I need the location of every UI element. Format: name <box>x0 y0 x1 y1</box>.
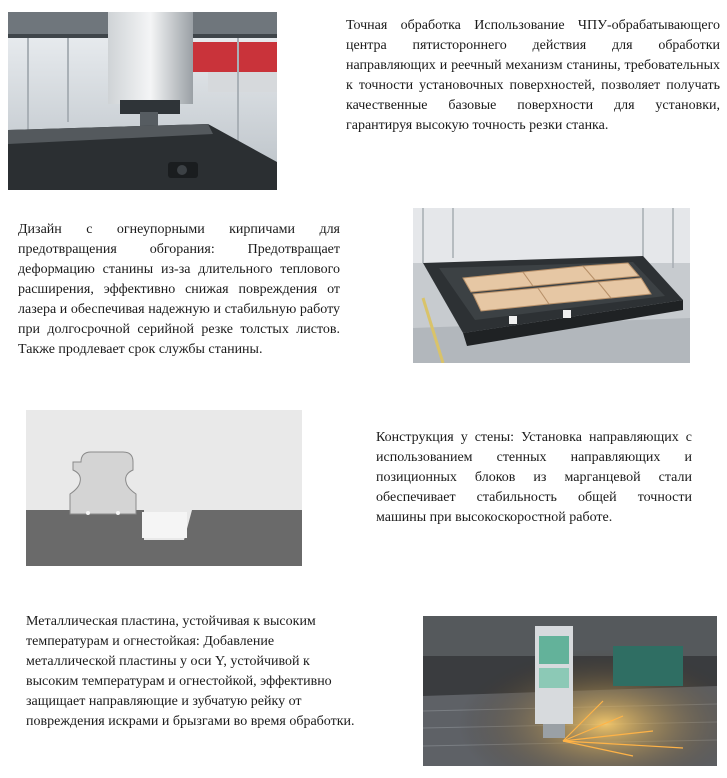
section-4-text: Металлическая пластина, устойчивая к высоким температурам и огнестойкая: Добавление металлической пластины у оси Y, устойчивой к высоким температурам и огнестойкой, эффективно защищает направляющие и зубчатую рейку от повреждения искрами и брызгами во время обработки. <box>26 614 355 729</box>
section-2-text: Дизайн с огнеупорными кирпичами для предотвращения обгорания: Предотвращает деформацию станины из-за длительного теплового расширения, эффективно снижая повреждения от лазера и обеспечивая надежную и стабильную работу при долгосрочной серийной резке толстых листов. Также продлевает срок службы станины. <box>18 222 340 357</box>
wall-guide-rail-diagram <box>26 410 302 566</box>
section-3-text: Конструкция у стены: Установка направляющих с использованием стенных направляющих и позиционных блоков из марганцевой стали обеспечивает стабильность общей точности машины при высокоскоростной работе. <box>376 430 692 525</box>
machine-bed-with-bricks-photo <box>413 208 690 363</box>
laser-cutting-sparks-photo <box>423 616 717 766</box>
section-1-text: Точная обработка Использование ЧПУ-обрабатывающего центра пятистороннего действия для обработки направляющих и реечный механизм станины, требовательных к точности установочных поверхностей, позволяет получать качественные базовые поверхности для установки, гарантируя высокую точность резки станка. <box>346 18 720 133</box>
cnc-machining-photo <box>8 12 277 190</box>
